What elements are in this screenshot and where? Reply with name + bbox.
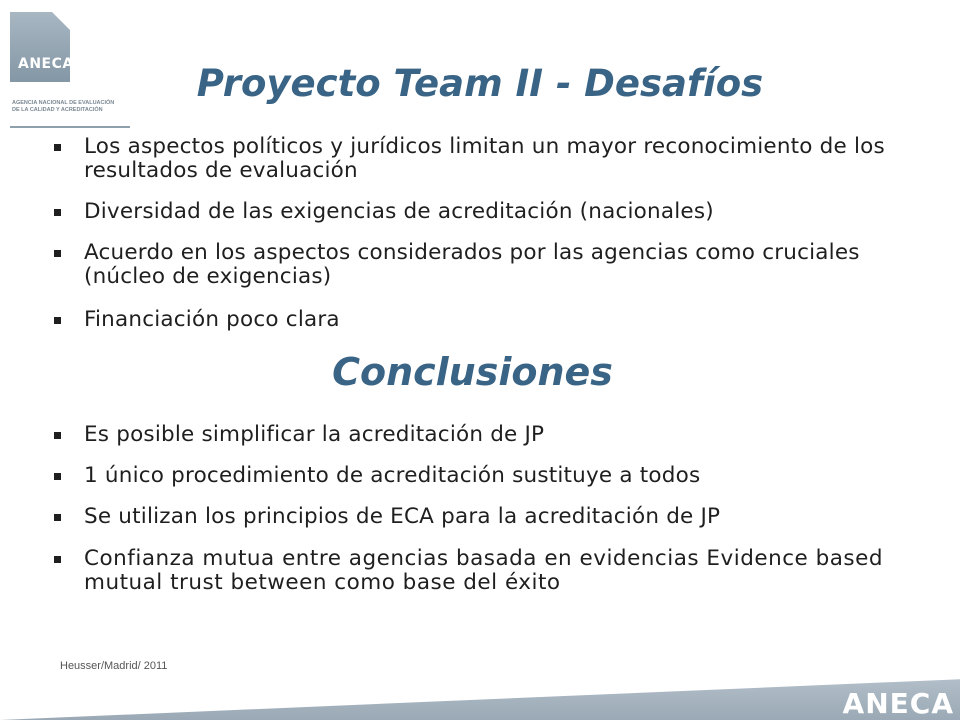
slide-title: Proyecto Team II - Desafíos xyxy=(196,62,764,105)
square-bullet-icon xyxy=(54,432,61,439)
list-item xyxy=(46,505,926,529)
list-item xyxy=(46,464,926,488)
square-bullet-icon xyxy=(54,209,61,216)
list-item xyxy=(46,241,926,289)
list-item-text: 1 único procedimiento de acreditación sustituye a todos xyxy=(84,463,701,488)
challenges-list xyxy=(46,135,926,349)
list-item xyxy=(46,423,926,447)
logo-divider xyxy=(10,126,130,128)
footer-bar xyxy=(0,672,960,720)
conclusions-heading: Conclusiones xyxy=(332,350,613,394)
square-bullet-icon xyxy=(54,317,61,324)
list-item xyxy=(46,135,926,183)
logo-name: ANECA xyxy=(18,56,74,72)
footer-note: Heusser/Madrid/ 2011 xyxy=(60,660,168,672)
list-item xyxy=(46,547,926,595)
square-bullet-icon xyxy=(54,514,61,521)
list-item-text: Diversidad de las exigencias de acreditación (nacionales) xyxy=(84,199,714,224)
list-item-text: Financiación poco clara xyxy=(84,307,340,332)
list-item-text: Acuerdo en los aspectos considerados por las agencias como cruciales (núcleo de exigencias) xyxy=(84,240,860,289)
square-bullet-icon xyxy=(54,250,61,257)
square-bullet-icon xyxy=(54,556,61,563)
square-bullet-icon xyxy=(54,473,61,480)
list-item-text: Confianza mutua entre agencias basada en evidencias Evidence based mutual trust between como base del éxito xyxy=(84,546,884,595)
footer-brand-logo: ANECA xyxy=(842,687,954,720)
list-item-text: Los aspectos políticos y jurídicos limitan un mayor reconocimiento de los resultados de evaluación xyxy=(84,134,885,183)
list-item-text: Se utilizan los principios de ECA para la acreditación de JP xyxy=(84,504,721,529)
logo-subtitle: AGENCIA NACIONAL DE EVALUACIÓN DE LA CALIDAD Y ACREDITACIÓN xyxy=(12,100,115,113)
list-item-text: Es posible simplificar la acreditación de JP xyxy=(84,422,545,447)
square-bullet-icon xyxy=(54,144,61,151)
conclusions-list xyxy=(46,423,926,612)
list-item xyxy=(46,200,926,224)
list-item xyxy=(46,308,926,332)
